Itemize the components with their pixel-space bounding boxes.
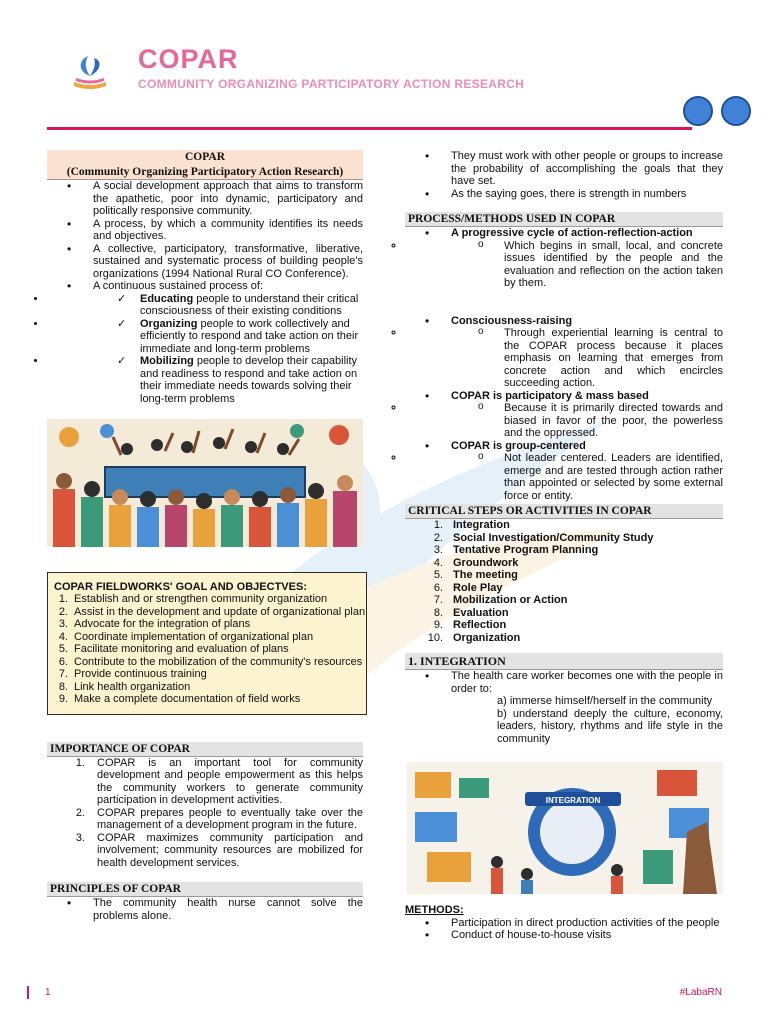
fieldwork-goals-box <box>47 572 367 715</box>
sub-item: o ◦ Which begins in small, local, and concrete issues identified by the people and the evaluation and reflection on the action taken by them. <box>405 240 723 290</box>
list-item: 1. Integration <box>433 519 510 531</box>
list-item: 7. Mobilization or Action <box>433 594 568 606</box>
list-item: 5. The meeting <box>433 569 518 581</box>
brand-logo-icon <box>70 52 110 92</box>
list-item: 3. Tentative Program Planning <box>433 544 599 556</box>
document-title: COPAR <box>138 44 239 74</box>
list-item: 4. Groundwork <box>433 556 519 569</box>
importance-heading: IMPORTANCE OF COPAR <box>47 742 363 757</box>
list-item: • A social development approach that aims to transform the apathetic, poor into dynamic, participatory and politically responsive community. <box>47 180 363 218</box>
integration-illustration <box>407 762 723 894</box>
list-item: • As the saying goes, there is strength in numbers <box>405 188 723 201</box>
right-column <box>405 150 723 942</box>
methods-list <box>405 917 723 942</box>
list-item: • The health care worker becomes one with the people in order to: a) immerse himself/herself in the community b) understand deeply the culture, economy, leaders, history, rhythms and life style in the community <box>405 670 723 745</box>
sub-item: o ◦ Because it is primarily directed towards and biased in favor of the poor, the powerless and the oppressed. <box>405 402 723 440</box>
process-checklist <box>47 293 363 406</box>
page-number: 1 <box>45 987 51 998</box>
list-item: 3. Advocate for the integration of plans <box>58 618 251 630</box>
list-item: 10. Organization <box>427 631 521 644</box>
principles-list <box>47 897 363 922</box>
left-column <box>47 150 366 922</box>
list-item: 2. Assist in the development and update of organizational plan <box>58 605 366 618</box>
list-item: • COPAR is group-centered o ◦ Not leader centered. Leaders are identified, emerge and are tested through action rather than appointed or selected by some external force or entity. <box>405 440 723 503</box>
list-item: 9. Reflection <box>433 619 507 631</box>
importance-list <box>47 757 363 870</box>
decorative-circle-icon <box>721 96 751 126</box>
checklist-item: ✓ • Mobilizing people to develop their capability and readiness to respond and take action on their immediate needs towards solving their long-term problems <box>47 355 363 405</box>
list-item: 9. Make a complete documentation of field works <box>58 693 301 705</box>
list-item: 5. Facilitate monitoring and evaluation of plans <box>58 643 289 655</box>
critical-steps-heading: CRITICAL STEPS OR ACTIVITIES IN COPAR <box>405 504 723 519</box>
principles-heading: PRINCIPLES OF COPAR <box>47 882 363 897</box>
document-subtitle: COMMUNITY ORGANIZING PARTICIPATORY ACTION RESEARCH <box>138 77 525 91</box>
list-item: 2. COPAR prepares people to eventually take over the management of a development program in the future. <box>75 806 363 831</box>
footer-marker <box>27 986 29 999</box>
goals-title: COPAR FIELDWORKS' GOAL AND OBJECTVES: <box>54 580 307 593</box>
list-item: • A continuous sustained process of: <box>47 280 363 293</box>
footer-hashtag: #LabaRN <box>679 987 722 998</box>
list-item: 8. Evaluation <box>433 606 509 619</box>
list-item: 1. COPAR is an important tool for community development and people empowerment as this helps the community workers to generate community participation in development activities. <box>75 756 363 806</box>
process-list <box>405 227 723 502</box>
list-item: • A progressive cycle of action-reflection-action o ◦ Which begins in small, local, and concrete issues identified by the people and the evaluation and reflection on the action taken by them. <box>405 227 723 290</box>
list-item: 6. Role Play <box>433 581 503 594</box>
list-item: 4. Coordinate implementation of organizational plan <box>58 630 314 643</box>
list-item: • They must work with other people or groups to increase the probability of accomplishing the goals that they have set. <box>405 150 723 188</box>
integration-list <box>405 670 723 745</box>
list-item: 6. Contribute to the mobilization of the community's resources <box>58 655 363 668</box>
decorative-circle-icon <box>683 96 713 126</box>
list-item: 2. Social Investigation/Community Study <box>433 531 654 544</box>
copar-definition-list <box>47 180 363 293</box>
list-item: • A process, by which a community identifies its needs and objectives. <box>47 218 363 243</box>
copar-heading: COPAR (Community Organizing Participatory Action Research) <box>47 150 363 180</box>
illustration-label: INTEGRATION <box>545 796 601 805</box>
methods-heading: METHODS: <box>405 904 464 916</box>
list-item: • A collective, participatory, transformative, liberative, sustained and systematic process of building people's organizations (1994 National Rural CO Conference). <box>47 243 363 281</box>
sub-item: o ◦ Through experiential learning is central to the COPAR process because it places emphasis on learning that emerges from concrete action and which encircles succeeding action. <box>405 327 723 390</box>
list-item: • Conduct of house-to-house visits <box>405 929 723 942</box>
list-item: • Participation in direct production activities of the people <box>405 917 723 930</box>
integration-heading: 1. INTEGRATION <box>405 653 723 670</box>
principles-continued-list <box>405 150 723 200</box>
process-heading: PROCESS/METHODS USED IN COPAR <box>405 212 723 227</box>
community-crowd-illustration <box>47 419 363 547</box>
list-item: 7. Provide continuous training <box>58 668 207 680</box>
header-divider <box>47 127 692 130</box>
sub-item: o ◦ Not leader centered. Leaders are identified, emerge and are tested through action rather than appointed or selected by some external force or entity. <box>405 452 723 502</box>
critical-steps-list <box>405 519 723 644</box>
list-item: • Consciousness-raising o ◦ Through experiential learning is central to the COPAR process because it places emphasis on learning that emerges from concrete action and which encircles succeeding action. <box>405 315 723 390</box>
checklist-item: ✓ • Organizing people to work collectively and efficiently to respond and take action on their immediate and long-term problems <box>47 318 363 356</box>
list-item: 3. COPAR maximizes community participation and involvement; community resources are mobilized for health development services. <box>75 831 363 869</box>
goals-list <box>48 593 366 706</box>
list-item: • COPAR is participatory & mass based o ◦ Because it is primarily directed towards and biased in favor of the poor, the powerless and the oppressed. <box>405 390 723 440</box>
checklist-item: ✓ • Educating people to understand their critical consciousness of their existing conditions <box>47 293 363 318</box>
list-item: • The community health nurse cannot solve the problems alone. <box>47 897 363 922</box>
list-item: 8. Link health organization <box>58 680 191 693</box>
list-item: 1. Establish and or strengthen community organization <box>58 593 328 605</box>
